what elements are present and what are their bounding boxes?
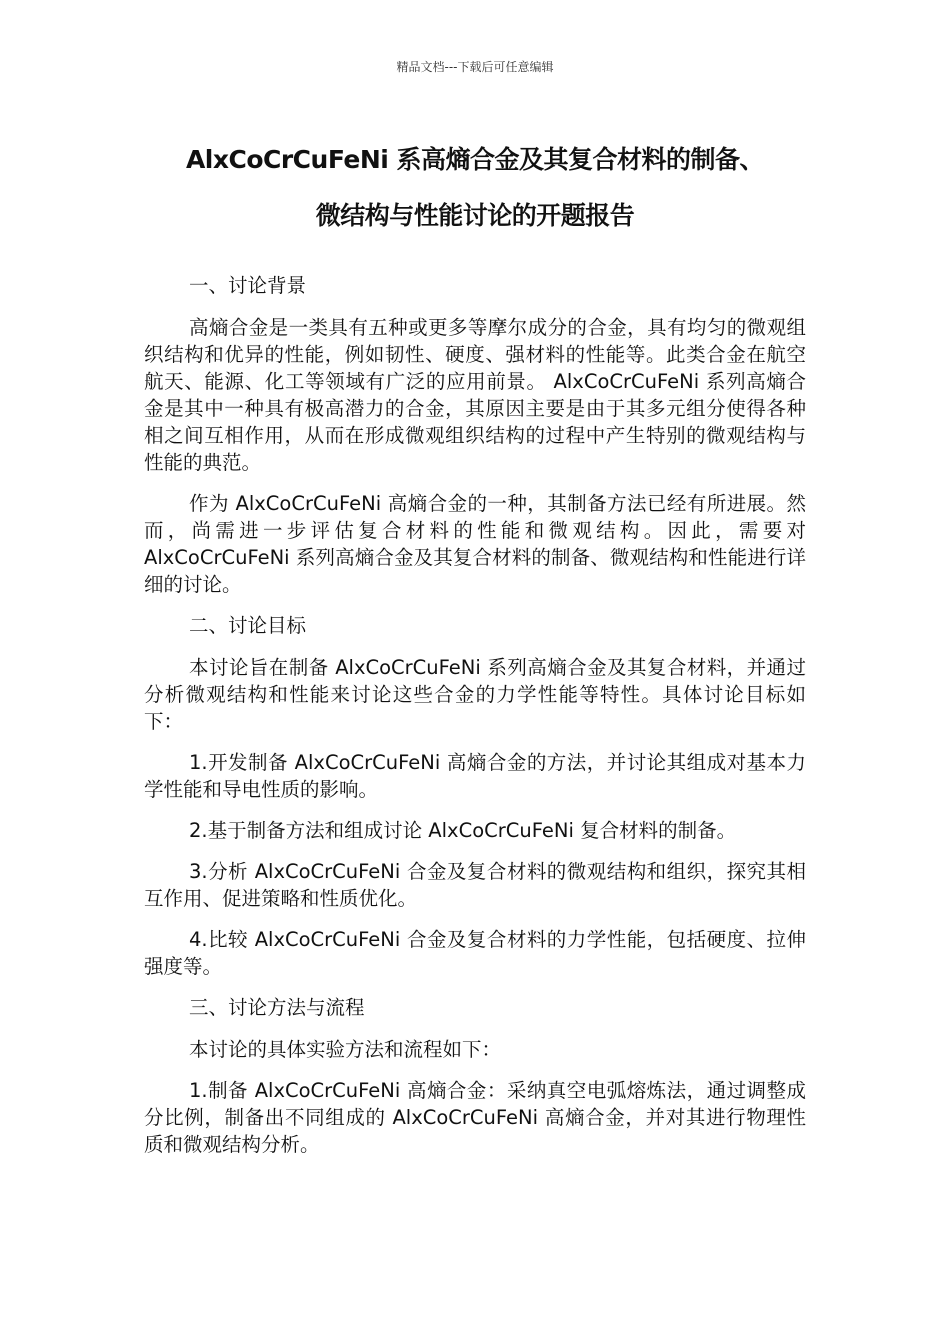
- document-title-line-1: AlxCoCrCuFeNi 系高熵合金及其复合材料的制备、: [185, 145, 765, 174]
- list-item: 1.制备 AlxCoCrCuFeNi 高熵合金：采纳真空电弧熔炼法，通过调整成分比例，制备出不同组成的 AlxCoCrCuFeNi 高熵合金，并对其进行物理性质和微观结构分析。: [144, 1079, 806, 1156]
- list-item: 3.分析 AlxCoCrCuFeNi 合金及复合材料的微观结构和组织，探究其相互作用、促进策略和性质优化。: [144, 860, 806, 910]
- list-item: 2.基于制备方法和组成讨论 AlxCoCrCuFeNi 复合材料的制备。: [189, 819, 737, 842]
- paragraph: 本讨论旨在制备 AlxCoCrCuFeNi 系列高熵合金及其复合材料，并通过分析微观结构和性能来讨论这些合金的力学性能等特性。具体讨论目标如下：: [144, 656, 806, 733]
- section-heading-goals: 二、讨论目标: [189, 614, 307, 637]
- section-heading-methods: 三、讨论方法与流程: [189, 996, 365, 1019]
- list-item: 4.比较 AlxCoCrCuFeNi 合金及复合材料的力学性能，包括硬度、拉伸强度等。: [144, 928, 806, 978]
- document-title-line-2: 微结构与性能讨论的开题报告: [315, 201, 635, 230]
- paragraph: 本讨论的具体实验方法和流程如下：: [189, 1038, 502, 1061]
- paragraph: 作为 AlxCoCrCuFeNi 高熵合金的一种，其制备方法已经有所进展。然而，尚需进一步评估复合材料的性能和微观结构。因此，需要对AlxCoCrCuFeNi 系列高熵合金及其复合材料的制备、微观结构和性能进行详细的讨论。: [144, 492, 806, 596]
- list-item: 1.开发制备 AlxCoCrCuFeNi 高熵合金的方法，并讨论其组成对基本力学性能和导电性质的影响。: [144, 751, 806, 801]
- document-body: [144, 272, 806, 1172]
- page-header-note: 精品文档---下载后可任意编辑: [396, 60, 554, 74]
- paragraph: 高熵合金是一类具有五种或更多等摩尔成分的合金，具有均匀的微观组织结构和优异的性能，例如韧性、硬度、强材料的性能等。此类合金在航空航天、能源、化工等领域有广泛的应用前景。 AlxCoCrCuFeNi 系列高熵合金是其中一种具有极高潜力的合金，其原因主要是由于其多元组分使得各种相之间互相作用，从而在形成微观组织结构的过程中产生特别的微观结构与性能的典范。: [144, 316, 806, 474]
- section-heading-background: 一、讨论背景: [189, 274, 307, 297]
